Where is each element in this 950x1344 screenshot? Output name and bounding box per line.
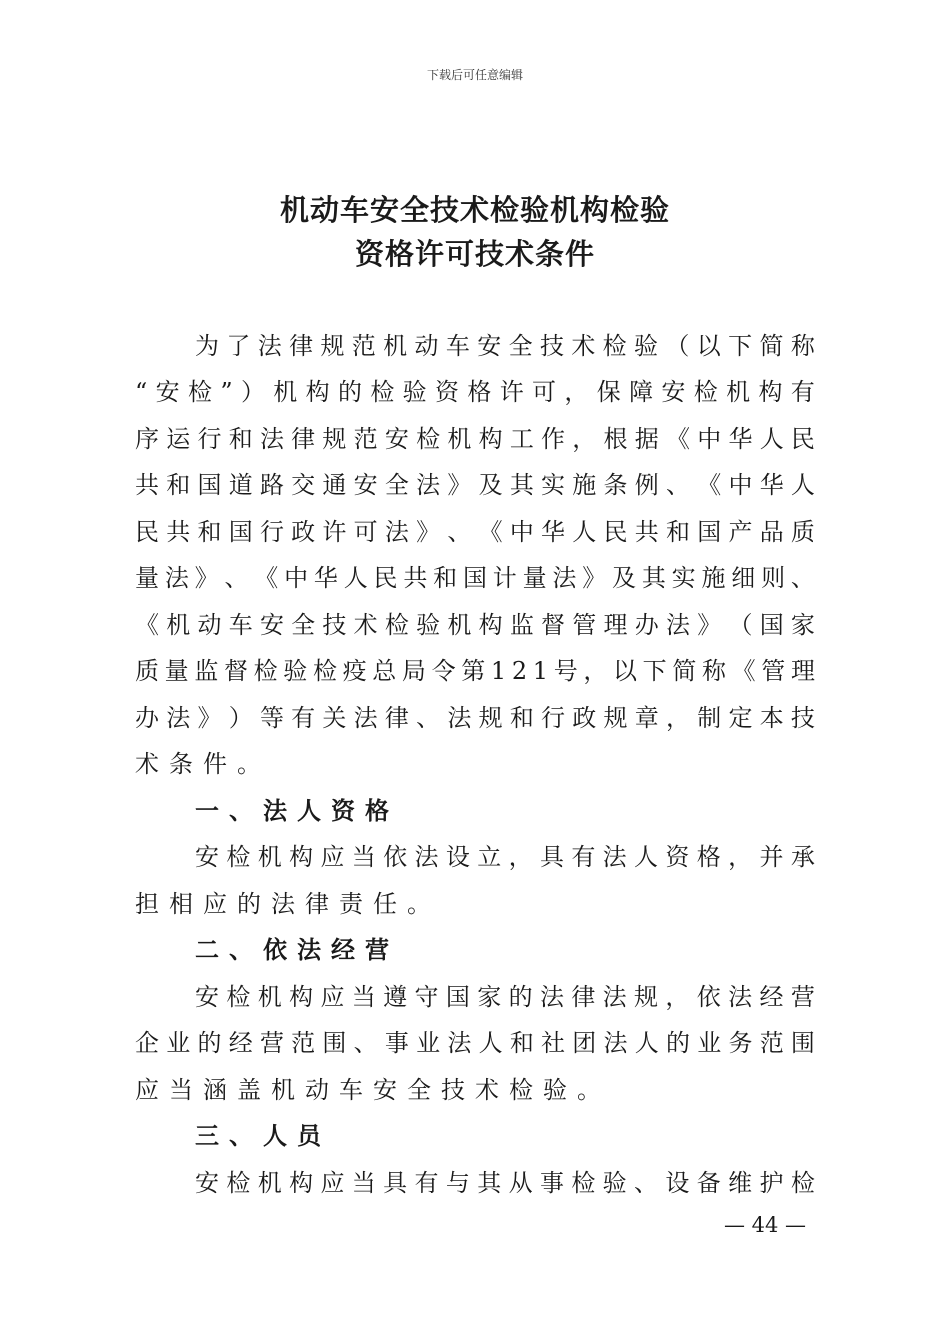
section-heading-text: 三、人员 [195,1121,331,1150]
paragraph-line: 安 检 机 构 应 当 具 有 与 其 从 事 检 验 、 设 备 维 护 检 [195,1169,815,1197]
paragraph-line-text: 术条件。 [135,750,271,778]
header-note: 下载后可任意编辑 [426,68,523,82]
paragraph-line: 安 检 机 构 应 当 依 法 设 立 ， 具 有 法 人 资 格 ， 并 承 [195,843,815,871]
paragraph-line: 量 法 》 、 《 中 华 人 民 共 和 国 计 量 法 》 及 其 实 施 细 则 、 [135,564,815,592]
document-title-line-2: 资格许可技术条件 [354,237,595,271]
paragraph-line: 序 运 行 和 法 律 规 范 安 检 机 构 工 作 ， 根 据 《 中 华 人 民 [135,425,815,453]
section-heading [195,1121,815,1151]
paragraph-line: 共 和 国 道 路 交 通 安 全 法 》 及 其 实 施 条 例 、 《 中 华 人 [135,471,815,499]
paragraph-line: “ 安 检 ” ） 机 构 的 检 验 资 格 许 可 ， 保 障 安 检 机 构 有 [135,378,815,406]
paragraph-line: 民 共 和 国 行 政 许 可 法 》 、 《 中 华 人 民 共 和 国 产 品 质 [135,518,815,546]
paragraph-line [135,749,815,779]
section-heading-text: 二、依法经营 [195,935,399,964]
paragraph-line [135,1075,815,1105]
page-number: — 44 — [723,1213,807,1237]
paragraph-line-text: 应当涵盖机动车安全技术检验。 [135,1076,611,1104]
section-heading [195,935,815,965]
paragraph-line: 为 了 法 律 规 范 机 动 车 安 全 技 术 检 验 （ 以 下 简 称 [195,332,815,360]
paragraph-line: 质 量 监 督 检 验 检 疫 总 局 令 第 1 2 1 号 ， 以 下 简 称 《 管 理 [135,657,815,685]
paragraph-line: 企 业 的 经 营 范 围 、 事 业 法 人 和 社 团 法 人 的 业 务 范 围 [135,1029,815,1057]
section-heading-text: 一、法人资格 [195,796,399,825]
paragraph-line: 安 检 机 构 应 当 遵 守 国 家 的 法 律 法 规 ， 依 法 经 营 [195,983,815,1011]
paragraph-line-text: 担相应的法律责任。 [135,890,441,918]
paragraph-line: 办 法 》 ） 等 有 关 法 律 、 法 规 和 行 政 规 章 ， 制 定 本 技 [135,704,815,732]
section-heading [195,796,815,826]
paragraph-line: 《 机 动 车 安 全 技 术 检 验 机 构 监 督 管 理 办 法 》 （ 国 家 [135,611,815,639]
document-title-line-1: 机动车安全技术检验机构检验 [279,193,670,227]
paragraph-line [135,889,815,919]
